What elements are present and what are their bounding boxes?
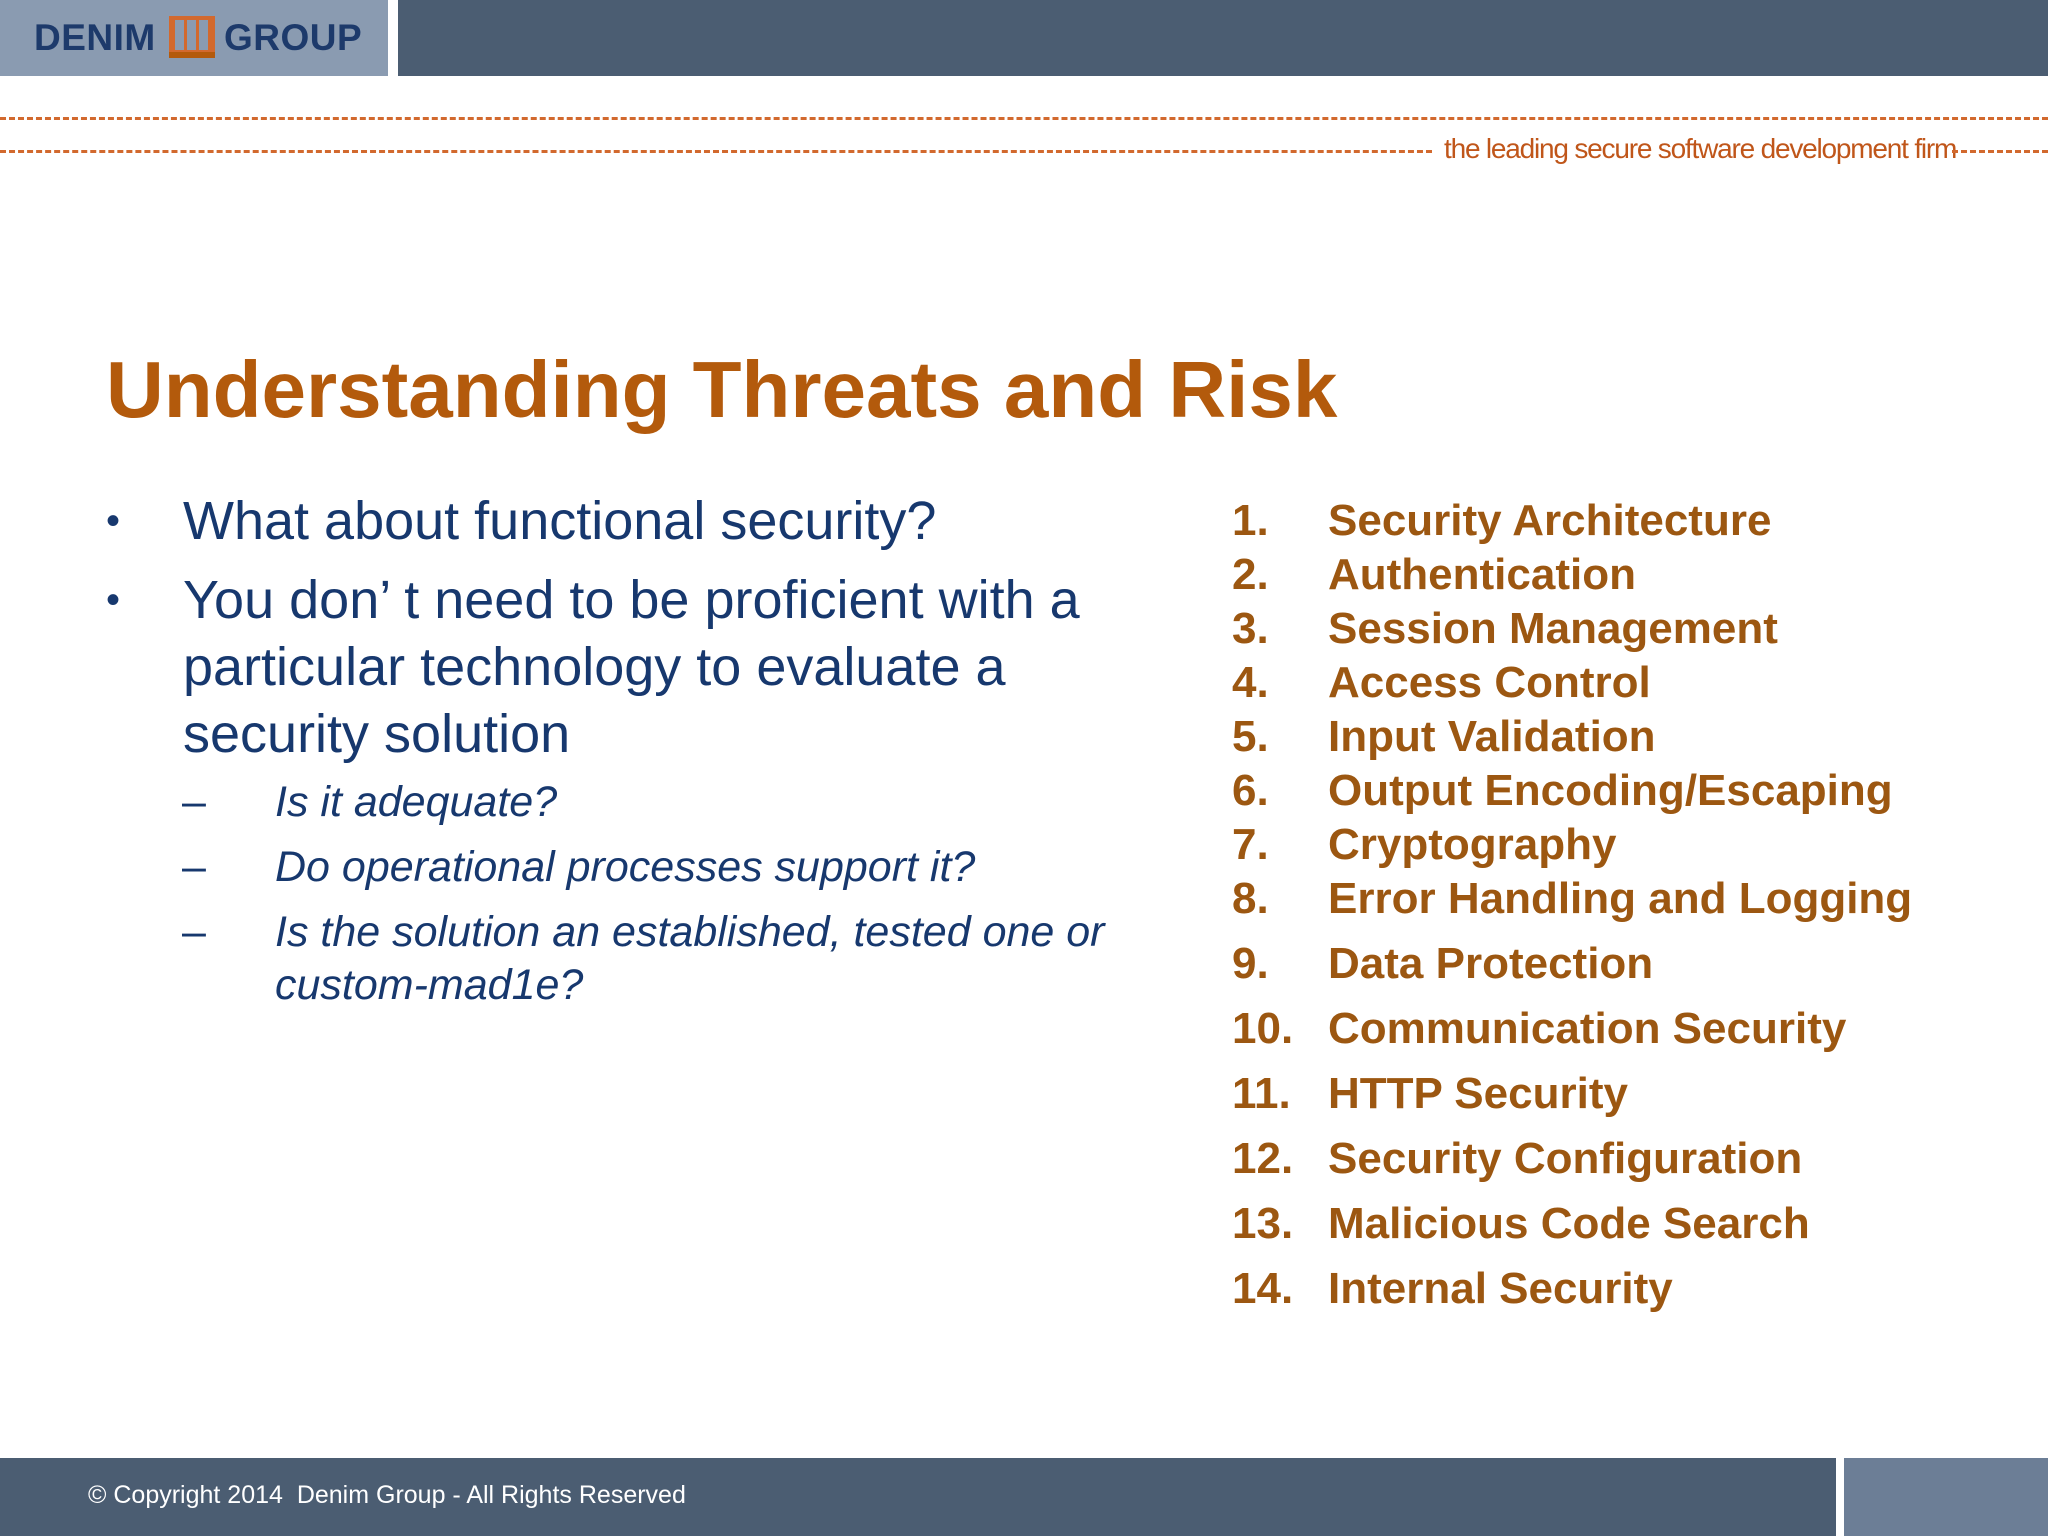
dashed-rule-top <box>0 117 2048 120</box>
topic-number: 3. <box>1232 604 1269 653</box>
sub-bullet-item <box>179 841 1166 894</box>
copyright-notice: © Copyright 2014 Denim Group - All Rights Reserved <box>88 1481 686 1509</box>
topic-item <box>1232 937 2032 991</box>
dashed-rule-bottom-right <box>1952 150 2048 153</box>
topic-number: 11. <box>1232 1069 1291 1118</box>
topic-item <box>1232 548 2032 602</box>
sub-bullet-marker: – <box>182 908 206 956</box>
sub-bullet-item <box>179 776 1166 829</box>
topic-number: 8. <box>1232 874 1269 923</box>
bullet-item <box>106 567 1166 1012</box>
footer-accent-block <box>1844 1458 2048 1536</box>
sub-bullet-text: Is the solution an established, tested one or custom-mad1e? <box>275 908 1105 1009</box>
topic-label: Security Architecture <box>1328 496 1772 545</box>
topic-number: 1. <box>1232 496 1269 545</box>
topic-number: 12. <box>1232 1134 1294 1183</box>
topic-label: Session Management <box>1328 604 1778 653</box>
topic-label: Cryptography <box>1328 820 1617 869</box>
slide-header <box>0 0 2048 76</box>
topic-number: 2. <box>1232 550 1269 599</box>
topic-item <box>1232 656 2032 710</box>
topic-item <box>1232 1002 2032 1056</box>
topic-label: Input Validation <box>1328 712 1656 761</box>
topic-label: Data Protection <box>1328 939 1654 988</box>
sub-bullet-marker: – <box>182 778 206 826</box>
sub-bullet-text: Is it adequate? <box>275 778 558 826</box>
topic-number: 14. <box>1232 1264 1294 1313</box>
topic-label: Internal Security <box>1328 1264 1673 1313</box>
bullet-text: What about functional security? <box>183 491 937 551</box>
topic-item <box>1232 1132 2032 1186</box>
topic-item <box>1232 710 2032 764</box>
header-bar <box>398 0 2048 76</box>
topic-number: 4. <box>1232 658 1269 707</box>
topic-item <box>1232 1067 2032 1121</box>
topic-label: HTTP Security <box>1328 1069 1628 1118</box>
topic-item <box>1232 602 2032 656</box>
dashed-rule-bottom-left <box>0 150 1432 153</box>
logo-text-left: DENIM <box>34 17 156 58</box>
sub-bullet-marker: – <box>182 843 206 891</box>
bullet-marker: • <box>106 578 121 622</box>
topic-number: 13. <box>1232 1199 1294 1248</box>
logo-text-right: GROUP <box>224 17 363 58</box>
topic-label: Malicious Code Search <box>1328 1199 1810 1248</box>
topic-label: Error Handling and Logging <box>1328 874 1913 923</box>
topic-item <box>1232 764 2032 818</box>
topic-item <box>1232 818 2032 872</box>
topic-number: 5. <box>1232 712 1269 761</box>
company-logo <box>0 0 388 76</box>
bullet-item <box>106 488 1166 555</box>
topic-label: Output Encoding/Escaping <box>1328 766 1893 815</box>
topic-label: Authentication <box>1328 550 1636 599</box>
slide-title: Understanding Threats and Risk <box>106 345 1338 434</box>
sub-bullet-item <box>179 906 1166 1012</box>
topic-number: 10. <box>1232 1004 1294 1053</box>
logo-mark-icon <box>165 14 219 60</box>
company-tagline: the leading secure software development firm <box>1444 133 1957 164</box>
sub-bullet-text: Do operational processes support it? <box>275 843 976 891</box>
topic-item <box>1232 872 2032 926</box>
topic-item <box>1232 1197 2032 1251</box>
topic-label: Access Control <box>1328 658 1651 707</box>
topic-item <box>1232 1262 2032 1316</box>
security-topics-list <box>1232 494 2032 1316</box>
topic-number: 7. <box>1232 820 1269 869</box>
bullet-text: You don’ t need to be proficient with a particular technology to evaluate a security solution <box>183 570 1080 764</box>
bullet-marker: • <box>106 499 121 543</box>
topic-label: Security Configuration <box>1328 1134 1803 1183</box>
sub-bullet-list <box>183 776 1166 1012</box>
bullet-list <box>106 488 1166 1024</box>
topic-number: 9. <box>1232 939 1269 988</box>
topic-item <box>1232 494 2032 548</box>
topic-label: Communication Security <box>1328 1004 1847 1053</box>
topic-number: 6. <box>1232 766 1269 815</box>
